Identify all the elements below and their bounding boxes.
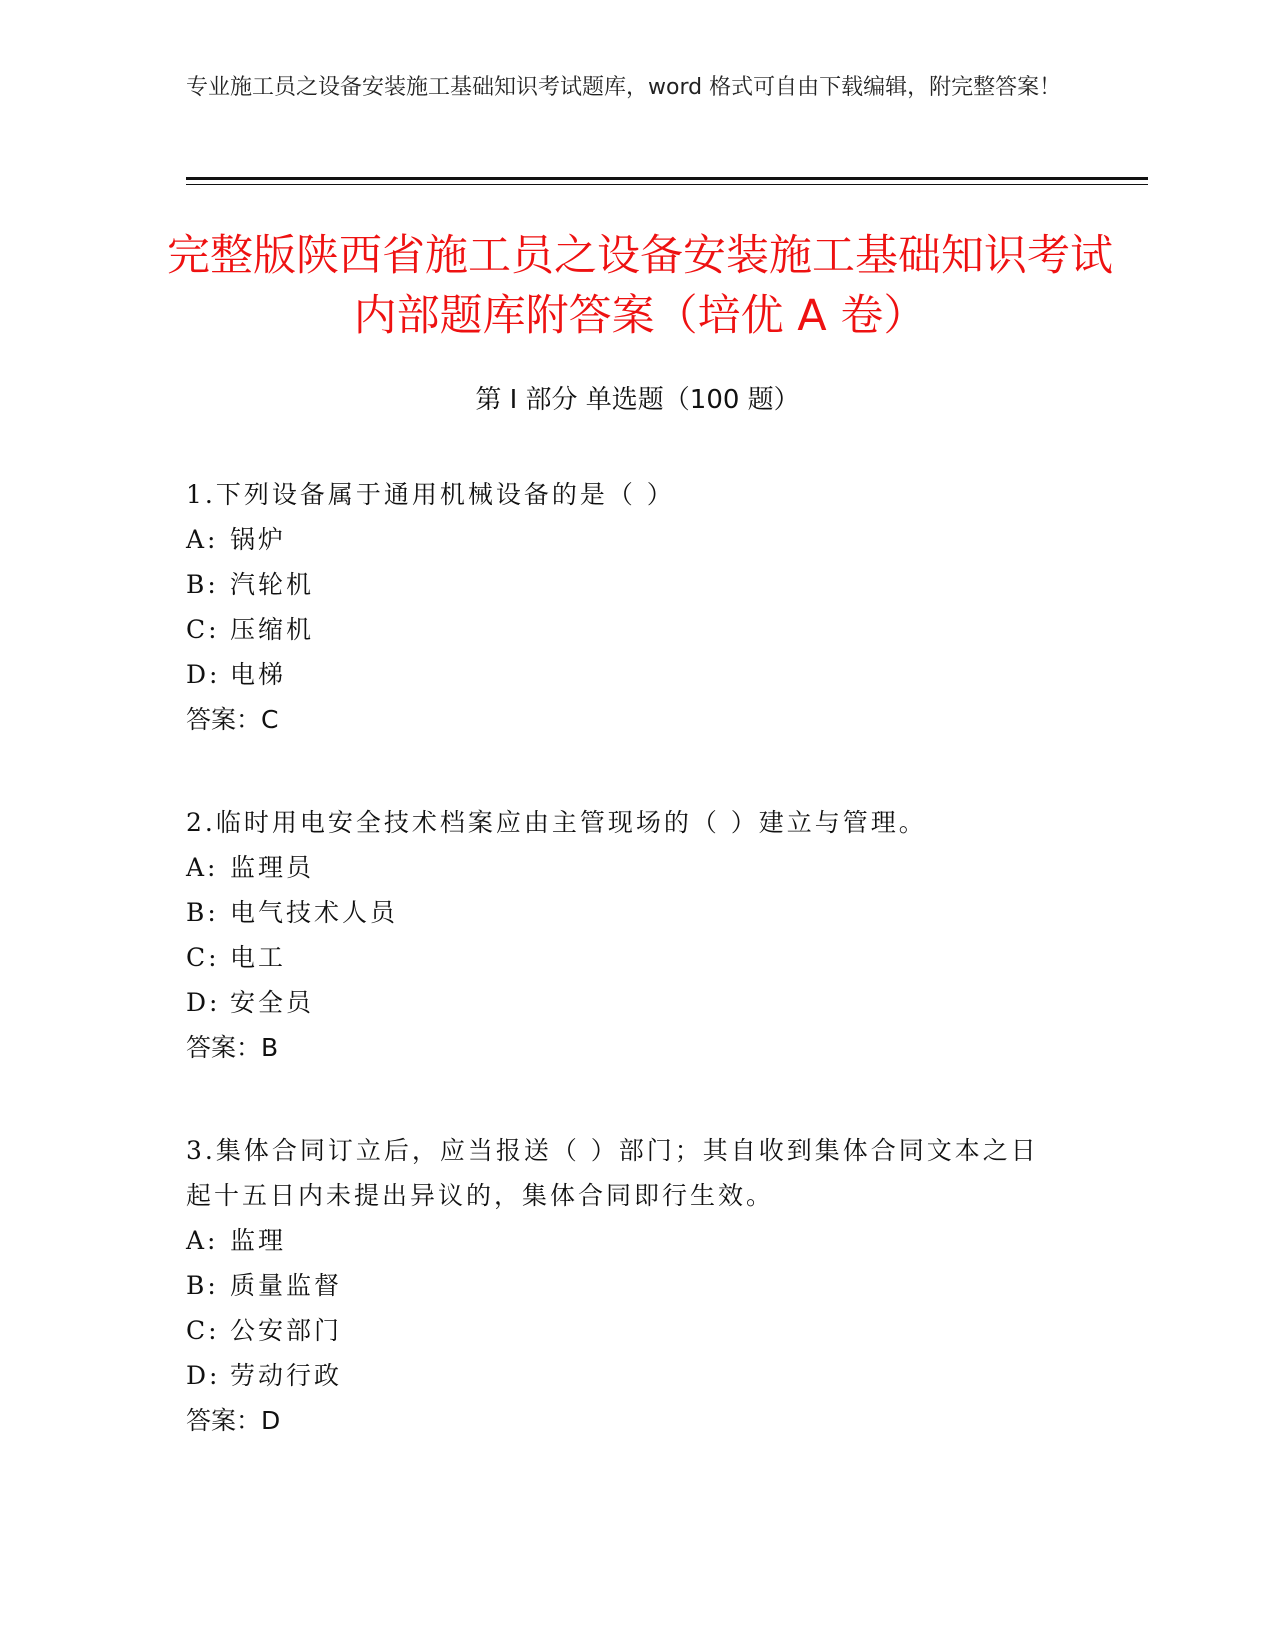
answer-line: 答案：D — [186, 1406, 281, 1435]
option-b — [186, 562, 1066, 607]
option-text: 电梯 — [230, 660, 287, 689]
header-rule-thick — [186, 177, 1148, 180]
option-c — [186, 935, 1066, 980]
question-3 — [186, 1128, 1066, 1443]
option-letter: B: — [186, 898, 219, 927]
option-a — [186, 1218, 1066, 1263]
option-letter: C: — [186, 615, 220, 644]
option-text: 锅炉 — [230, 525, 287, 554]
question-1 — [186, 472, 1066, 742]
answer-line: 答案：B — [186, 1033, 279, 1062]
section-heading: 第 I 部分 单选题（100 题） — [475, 385, 800, 415]
option-text: 公安部门 — [230, 1316, 343, 1345]
question-stem: 1.下列设备属于通用机械设备的是（ ） — [186, 480, 675, 509]
option-text: 监理 — [230, 1226, 287, 1255]
header-rule-thin — [186, 184, 1148, 185]
option-d — [186, 980, 1066, 1025]
option-d — [186, 1353, 1066, 1398]
option-text: 电工 — [230, 943, 287, 972]
option-c — [186, 607, 1066, 652]
header-note: 专业施工员之设备安装施工基础知识考试题库，word 格式可自由下载编辑，附完整答案！ — [186, 75, 1062, 100]
question-stem: 2.临时用电安全技术档案应由主管现场的（ ）建立与管理。 — [186, 808, 927, 837]
option-text: 压缩机 — [230, 615, 315, 644]
option-letter: D: — [186, 988, 221, 1017]
option-d — [186, 652, 1066, 697]
option-letter: A: — [186, 853, 219, 882]
option-c — [186, 1308, 1066, 1353]
option-text: 质量监督 — [230, 1271, 343, 1300]
option-b — [186, 1263, 1066, 1308]
option-text: 电气技术人员 — [230, 898, 399, 927]
question-list — [186, 472, 1066, 1501]
option-letter: B: — [186, 570, 219, 599]
option-text: 劳动行政 — [230, 1361, 343, 1390]
option-letter: D: — [186, 660, 221, 689]
option-letter: A: — [186, 525, 219, 554]
option-letter: D: — [186, 1361, 221, 1390]
option-a — [186, 845, 1066, 890]
option-text: 监理员 — [230, 853, 315, 882]
option-text: 汽轮机 — [230, 570, 315, 599]
answer-line: 答案：C — [186, 705, 279, 734]
option-letter: C: — [186, 943, 220, 972]
document-title: 完整版陕西省施工员之设备安装施工基础知识考试内部题库附答案（培优 A 卷） — [167, 231, 1113, 341]
option-letter: B: — [186, 1271, 219, 1300]
option-letter: A: — [186, 1226, 219, 1255]
question-2 — [186, 800, 1066, 1070]
option-letter: C: — [186, 1316, 220, 1345]
option-text: 安全员 — [230, 988, 315, 1017]
option-b — [186, 890, 1066, 935]
option-a — [186, 517, 1066, 562]
question-stem: 3.集体合同订立后，应当报送（ ）部门；其自收到集体合同文本之日起十五日内未提出异议的，集体合同即行生效。 — [186, 1136, 1039, 1210]
